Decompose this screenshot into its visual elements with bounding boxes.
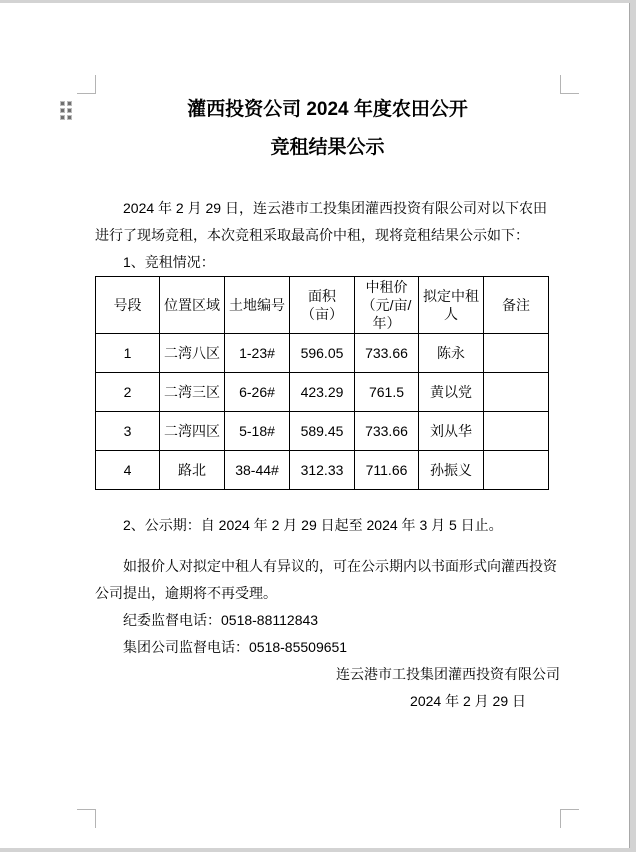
page-title-line1: 灌西投资公司 2024 年度农田公开 <box>187 99 468 120</box>
table-cell: 733.66 <box>355 334 419 373</box>
table-cell <box>484 412 549 451</box>
group-phone-line: 集团公司监督电话：0518-85509651 <box>123 639 348 655</box>
bid-results-table <box>95 276 549 490</box>
table-cell: 733.66 <box>355 412 419 451</box>
objection-paragraph: 如报价人对拟定中租人有异议的，可在公示期内以书面形式向灌西投资公司提出，逾期将不再受理。 <box>95 558 557 601</box>
table-header-row <box>96 277 549 334</box>
document-content <box>95 75 560 715</box>
signature-company: 连云港市工投集团灌西投资有限公司 <box>336 666 560 682</box>
table-header-cell: 位置区域 <box>160 277 225 334</box>
table-cell: 4 <box>96 451 160 490</box>
table-header-cell: 备注 <box>484 277 549 334</box>
table-cell: 二湾四区 <box>160 412 225 451</box>
table-cell <box>484 451 549 490</box>
table-cell: 589.45 <box>290 412 355 451</box>
signature-date: 2024 年 2 月 29 日 <box>410 693 526 709</box>
table-cell: 423.29 <box>290 373 355 412</box>
page-title <box>95 91 560 167</box>
table-cell: 3 <box>96 412 160 451</box>
table-cell: 陈永 <box>419 334 484 373</box>
table-cell: 711.66 <box>355 451 419 490</box>
table-row <box>96 334 549 373</box>
document-page <box>0 3 630 848</box>
table-cell: 二湾三区 <box>160 373 225 412</box>
table-cell: 2 <box>96 373 160 412</box>
table-cell: 596.05 <box>290 334 355 373</box>
margin-crop-mark-bottom-right <box>560 809 579 828</box>
table-header-cell: 号段 <box>96 277 160 334</box>
table-header-cell: 面积（亩） <box>290 277 355 334</box>
margin-crop-mark-top-right <box>560 75 579 94</box>
table-row <box>96 451 549 490</box>
page-title-line2: 竞租结果公示 <box>270 137 385 158</box>
drag-dots-icon <box>61 102 71 119</box>
margin-crop-mark-bottom-left <box>77 809 96 828</box>
table-cell: 二湾八区 <box>160 334 225 373</box>
section2-text: 2、公示期：自 2024 年 2 月 29 日起至 2024 年 3 月 5 日止。 <box>123 517 503 533</box>
discipline-phone-line: 纪委监督电话：0518-88112843 <box>123 612 319 628</box>
table-cell: 6-26# <box>225 373 290 412</box>
table-cell: 761.5 <box>355 373 419 412</box>
table-cell: 孙振义 <box>419 451 484 490</box>
table-cell: 黄以党 <box>419 373 484 412</box>
table-cell: 刘从华 <box>419 412 484 451</box>
table-body <box>96 334 549 490</box>
table-cell: 1-23# <box>225 334 290 373</box>
section1-label: 1、竞租情况： <box>123 254 215 270</box>
table-cell <box>484 373 549 412</box>
table-header-cell: 中租价（元/亩/年） <box>355 277 419 334</box>
table-header-cell: 拟定中租人 <box>419 277 484 334</box>
table-cell: 1 <box>96 334 160 373</box>
intro-paragraph: 2024 年 2 月 29 日，连云港市工投集团灌西投资有限公司对以下农田进行了现场竞租，本次竞租采取最高价中租，现将竞租结果公示如下： <box>95 200 547 243</box>
table-row <box>96 412 549 451</box>
table-cell: 5-18# <box>225 412 290 451</box>
table-cell: 38-44# <box>225 451 290 490</box>
table-header-cell: 土地编号 <box>225 277 290 334</box>
table-row <box>96 373 549 412</box>
margin-crop-mark-top-left <box>77 75 96 94</box>
table-cell: 路北 <box>160 451 225 490</box>
table-cell <box>484 334 549 373</box>
table-cell: 312.33 <box>290 451 355 490</box>
